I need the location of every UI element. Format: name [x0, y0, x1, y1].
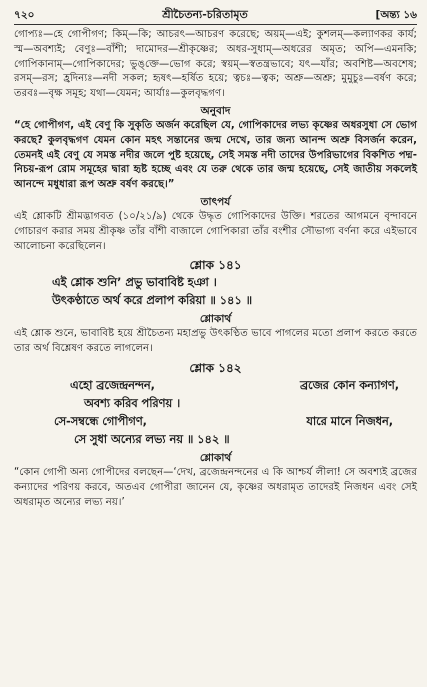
synonyms-paragraph: গোপ্যঃ—হে গোপীগণ; কিম্—কি; আচরৎ—আচরণ করেছে; অয়ম্—এই; কুশলম্—কল্যাণকর কার্য; স্ম—অবশ্যই; বেণুঃ—বাঁশী; দামোদর—শ্রীকৃষ্ণের; অধর-সুধাম্—অধরের অমৃত; অপি—এমনকি; গোপিকানাম্—গোপিকাদের; ভুঙ্‌ক্তে—ভোগ করে; স্বয়ম্—স্বতন্ত্রভাবে; যৎ—যাঁর; অবশিষ্ট—অবশেষ; রসম্—রস; হ্রদিন্যঃ—নদী সকল; হৃষৎ—হর্ষিত হয়ে; ত্বচঃ—ত্বক; অশ্রু—অশ্রু; মুমুচুঃ—বর্ষণ করে; তরবঃ—বৃক্ষ সমূহ; যথা—যেমন; আর্যাঃ—কুলবৃদ্ধগণ।: [14, 29, 417, 100]
verse-142-line-1a: এহো ব্রজেন্দ্রনন্দন,: [70, 378, 155, 392]
verse-142-meaning: “কোন গোপী অন্য গোপীদের বলছেন—‘দেখ, ব্রজেন্দ্রনন্দনের এ কি আশ্চর্য লীলা! সে অবশ্যই ব্রজের কন্যাদের পরিণয় করবে, অতএব গোপীরা জানেন যে, কৃষ্ণের অধরামৃত তাদেরই নিজধন এবং সেই অধরামৃত অন্যের লভ্য নয়।’: [14, 466, 417, 508]
verse-142-line-3a: সে-সম্বন্ধে গোপীগণ,: [54, 414, 147, 428]
translation-heading: অনুবাদ: [200, 104, 231, 117]
purport-paragraph: এই শ্লোকটি শ্রীমদ্ভাগবত (১০/২১/৯) থেকে উদ্ধৃত গোপিকাদের উক্তি। শরতের আগমনে বৃন্দাবনে গোচারণ করার সময় শ্রীকৃষ্ণ তাঁর বাঁশী বাজালে গোপিকারা তাঁর বংশীর সৌভাগ্য বর্ণনা করে এইভাবে আলোচনা করেছিলেন।: [14, 210, 417, 252]
verse-142-line-3: [14, 413, 417, 431]
verse-142-line-2: অবশ্য করিব পরিণয় ।: [84, 396, 181, 410]
verse-142-line-3b: যারে মানে নিজধন,: [306, 414, 393, 428]
purport-heading: তাৎপর্য: [200, 195, 231, 208]
verse-142-line-1: [14, 377, 417, 395]
book-title: শ্রীচৈতন্য-চরিতামৃত: [162, 8, 248, 21]
verse-142-heading: শ্লোক ১৪২: [189, 360, 242, 375]
page-header: [14, 6, 417, 25]
verse-141-heading: শ্লোক ১৪১: [189, 258, 242, 273]
translation-paragraph: “হে গোপীগণ, এই বেণু কি সুকৃতি অর্জন করেছিল যে, গোপিকাদের লভ্য কৃষ্ণের অধরসুধা সে ভোগ করছে? কুলবৃদ্ধগণ যেমন কোন মহৎ সন্তানের জন্ম দেখে, তার জন্য আনন্দ অশ্রু বিসর্জন করেন, তেমনই এই বেণু যে সমস্ত নদীর জলে পুষ্ট হয়েছে, সেই সমস্ত নদী তাদের উপরিভাগের বিকশিত পদ্ম-নিচয়-রূপ রোম সমূহের দ্বারা হৃষ্ট হচ্ছে এবং যে তরু থেকে তার জন্ম হয়েছে, সেই জাতীয় সকলেই আনন্দে মধুধারা রূপ অশ্রু বর্ষণ করছে।”: [14, 119, 417, 191]
chapter-section: [অন্ত্য ১৬: [375, 9, 417, 21]
verse-142-line-1b: ব্রজের কোন কন্যাগণ,: [300, 378, 399, 392]
verse-141-line-2: উৎকণ্ঠাতে অর্থ করে প্রলাপ করিয়া ॥ ১৪১ ॥: [52, 294, 252, 308]
verse-142-line-4: সে সুধা অন্যের লভ্য নয় ॥ ১৪২ ॥: [74, 432, 230, 446]
verse-141-meaning-heading: শ্লোকার্থ: [199, 313, 232, 326]
page-number: ৭২০: [14, 9, 35, 21]
verse-141-meaning: এই শ্লোক শুনে, ভাবাবিষ্ট হয়ে শ্রীচৈতন্য মহাপ্রভু উৎকণ্ঠিত ভাবে পাগলের মতো প্রলাপ করতে করতে তার অর্থ বিশ্লেষণ করতে লাগলেন।: [14, 328, 417, 355]
verse-141-line-1: এই শ্লোক শুনি’ প্রভু ভাবাবিষ্ট হঞা ।: [52, 276, 217, 290]
verse-142-meaning-heading: শ্লোকার্থ: [199, 451, 232, 464]
